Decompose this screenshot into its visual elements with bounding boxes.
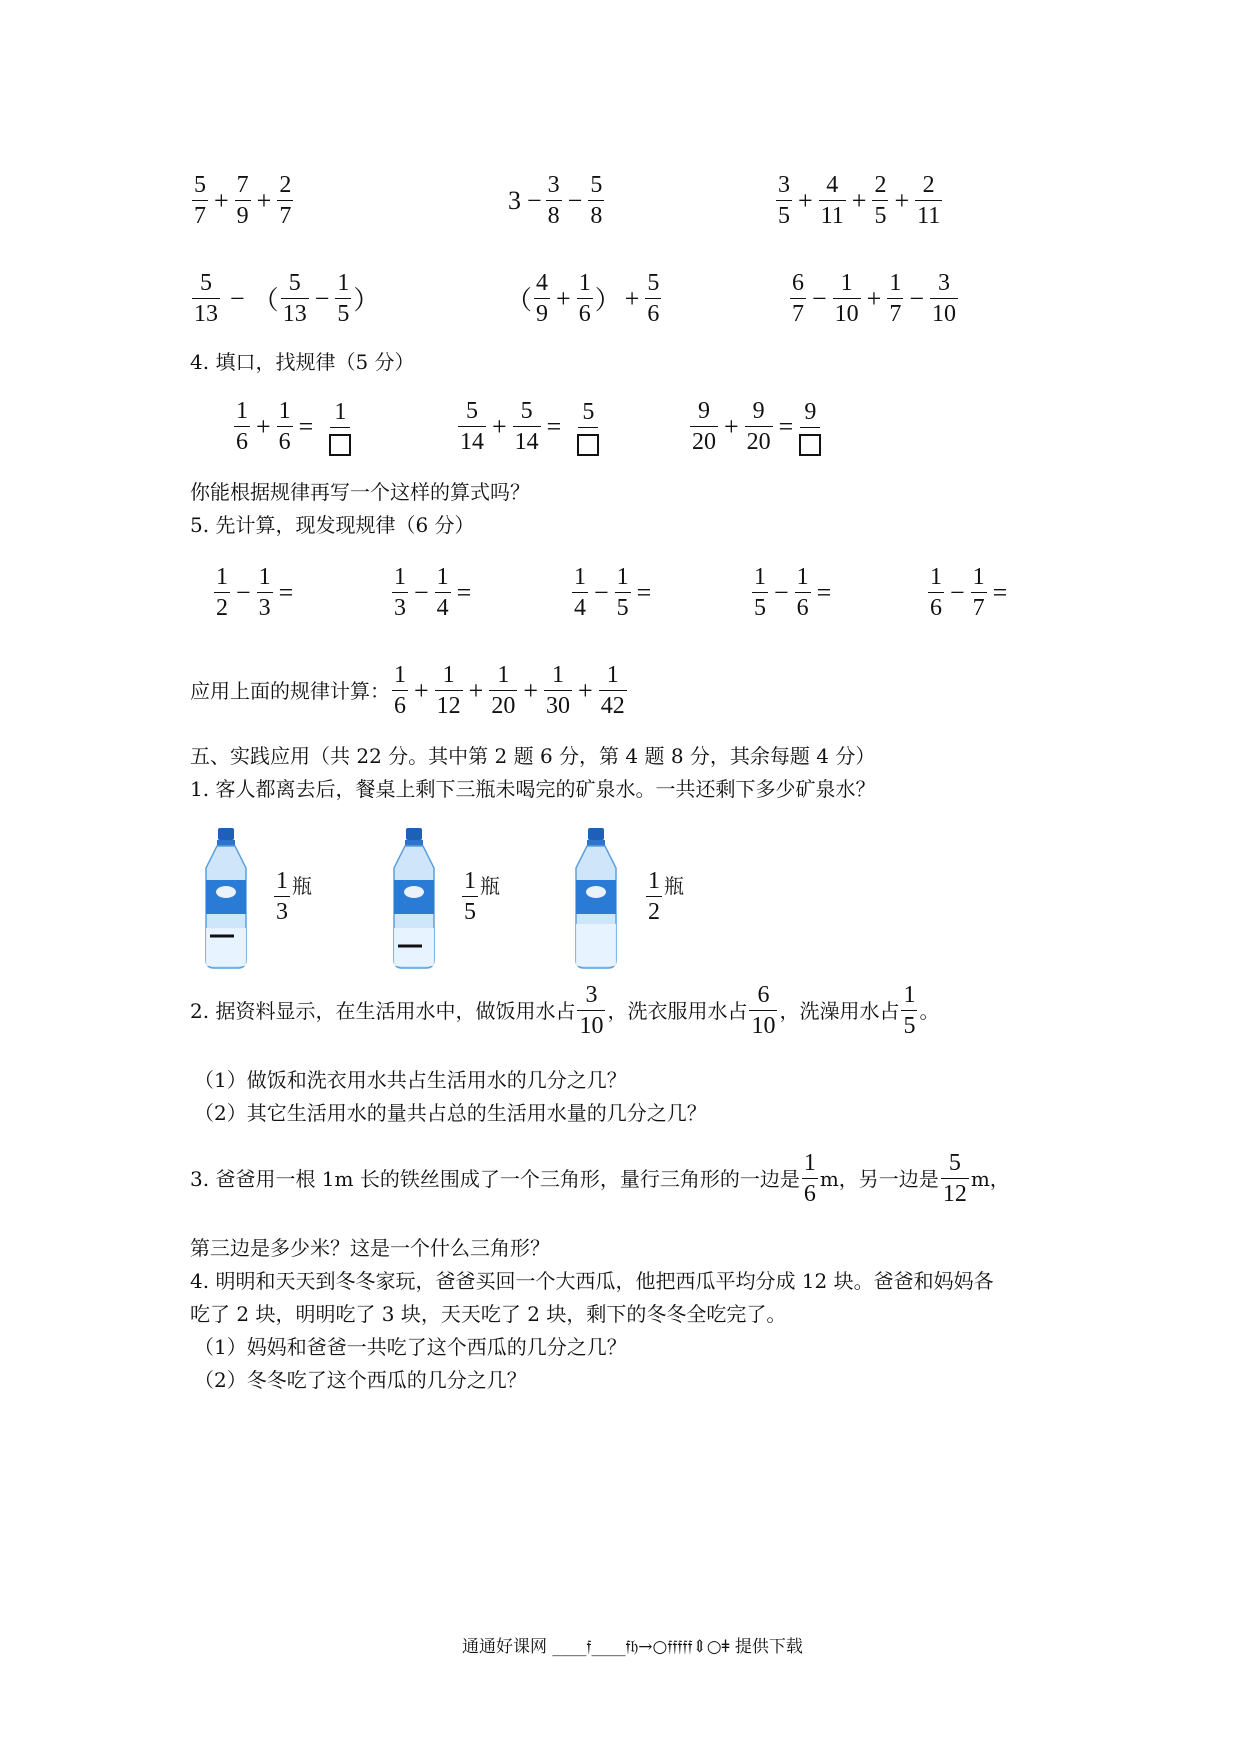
q4-prompt: 你能根据规律再写一个这样的算式吗？ <box>190 480 530 504</box>
section5-title: 五、实践应用（共 22 分。其中第 2 题 6 分，第 4 题 8 分，其余每题 4 分） <box>190 744 876 768</box>
calc-r2-c: $\frac{6}{7}$ − $\frac{1}{10}$ + $\frac{1}{7}$ − $\frac{3}{10}$ <box>792 270 957 327</box>
q5-item-1: $\frac{1}{2}$ − $\frac{1}{3}$ = <box>216 564 294 621</box>
calc-r2-a: $\frac{5}{13}$ − （ $\frac{5}{13}$ − $\frac{1}{5}$ ） <box>194 270 380 327</box>
q4-item-3: $\frac{9}{20}$ + $\frac{9}{20}$ = 9 <box>688 396 823 457</box>
calc-r1-a: $\frac{5}{7}$ + $\frac{7}{9}$ + $\frac{2}{7}$ <box>194 172 292 229</box>
p3-line: 3. 爸爸用一根 1m 长的铁丝围成了一个三角形，量行三角形的一边是 $\frac{1}{6}$ m，另一边是 $\frac{5}{12}$ m， <box>190 1150 1010 1207</box>
p3-line-2: 第三边是多少米？这是一个什么三角形？ <box>190 1236 550 1260</box>
p1-text: 1. 客人都离去后，餐桌上剩下三瓶未喝完的矿泉水。一共还剩下多少矿泉水？ <box>190 777 876 801</box>
water-bottle-1 <box>198 828 254 970</box>
water-bottle-3 <box>568 828 624 970</box>
p4-line-1: 4. 明明和天天到冬冬家玩，爸爸买回一个大西瓜，他把西瓜平均分成 12 块。爸爸和妈妈各 <box>190 1269 994 1293</box>
bottle-3-fraction: $\frac{1}{2}$ 瓶 <box>648 868 684 925</box>
q5-item-2: $\frac{1}{3}$ − $\frac{1}{4}$ = <box>394 564 472 621</box>
p2-sub-1: （1）做饭和洗衣用水共占生活用水的几分之几？ <box>194 1068 627 1092</box>
page-footer: 通通好课网 ____𝔣____𝔣𝔥→○𝔣𝔣𝔣𝔣𝔣⇕○ǂ 提供下载 <box>462 1637 803 1657</box>
p4-line-2: 吃了 2 块，明明吃了 3 块，天天吃了 2 块，剩下的冬冬全吃完了。 <box>190 1302 787 1326</box>
calc-r1-c: $\frac{3}{5}$ + $\frac{4}{11}$ + $\frac{2}{5}$ + $\frac{2}{11}$ <box>778 172 941 229</box>
q5-apply: 应用上面的规律计算： $\frac{1}{6}$ + $\frac{1}{12}$ + $\frac{1}{20}$ + $\frac{1}{30}$ + $\frac{1}{42}$ <box>190 662 625 719</box>
bottle-2-fraction: $\frac{1}{5}$ 瓶 <box>464 868 500 925</box>
q5-item-4: $\frac{1}{5}$ − $\frac{1}{6}$ = <box>754 564 832 621</box>
p4-sub-1: （1）妈妈和爸爸一共吃了这个西瓜的几分之几？ <box>194 1335 627 1359</box>
q5-item-3: $\frac{1}{4}$ − $\frac{1}{5}$ = <box>574 564 652 621</box>
answer-box[interactable] <box>577 434 599 456</box>
q4-item-2: $\frac{5}{14}$ + $\frac{5}{14}$ = 5 <box>456 396 601 457</box>
water-bottle-2 <box>386 828 442 970</box>
q5-item-5: $\frac{1}{6}$ − $\frac{1}{7}$ = <box>930 564 1008 621</box>
answer-box[interactable] <box>799 434 821 456</box>
calc-r1-b: 3 − $\frac{3}{8}$ − $\frac{5}{8}$ <box>508 172 603 229</box>
q5-title: 5. 先计算，现发现规律（6 分） <box>190 513 475 537</box>
p2-sub-2: （2）其它生活用水的量共占总的生活用水量的几分之几？ <box>194 1101 707 1125</box>
answer-box[interactable] <box>329 434 351 456</box>
calc-r2-b: （ $\frac{4}{9}$ + $\frac{1}{6}$ ） + $\frac{5}{6}$ <box>506 270 660 327</box>
q4-title: 4. 填口，找规律（5 分） <box>190 350 415 374</box>
p4-sub-2: （2）冬冬吃了这个西瓜的几分之几？ <box>194 1368 527 1392</box>
q4-item-1: $\frac{1}{6}$ + $\frac{1}{6}$ = 1 <box>232 396 353 457</box>
bottle-1-fraction: $\frac{1}{3}$ 瓶 <box>276 868 312 925</box>
p2-line: 2. 据资料显示，在生活用水中，做饭用水占 $\frac{3}{10}$ ，洗衣服用水占 $\frac{6}{10}$ ，洗澡用水占 $\frac{1}{5}$ 。 <box>190 982 940 1039</box>
